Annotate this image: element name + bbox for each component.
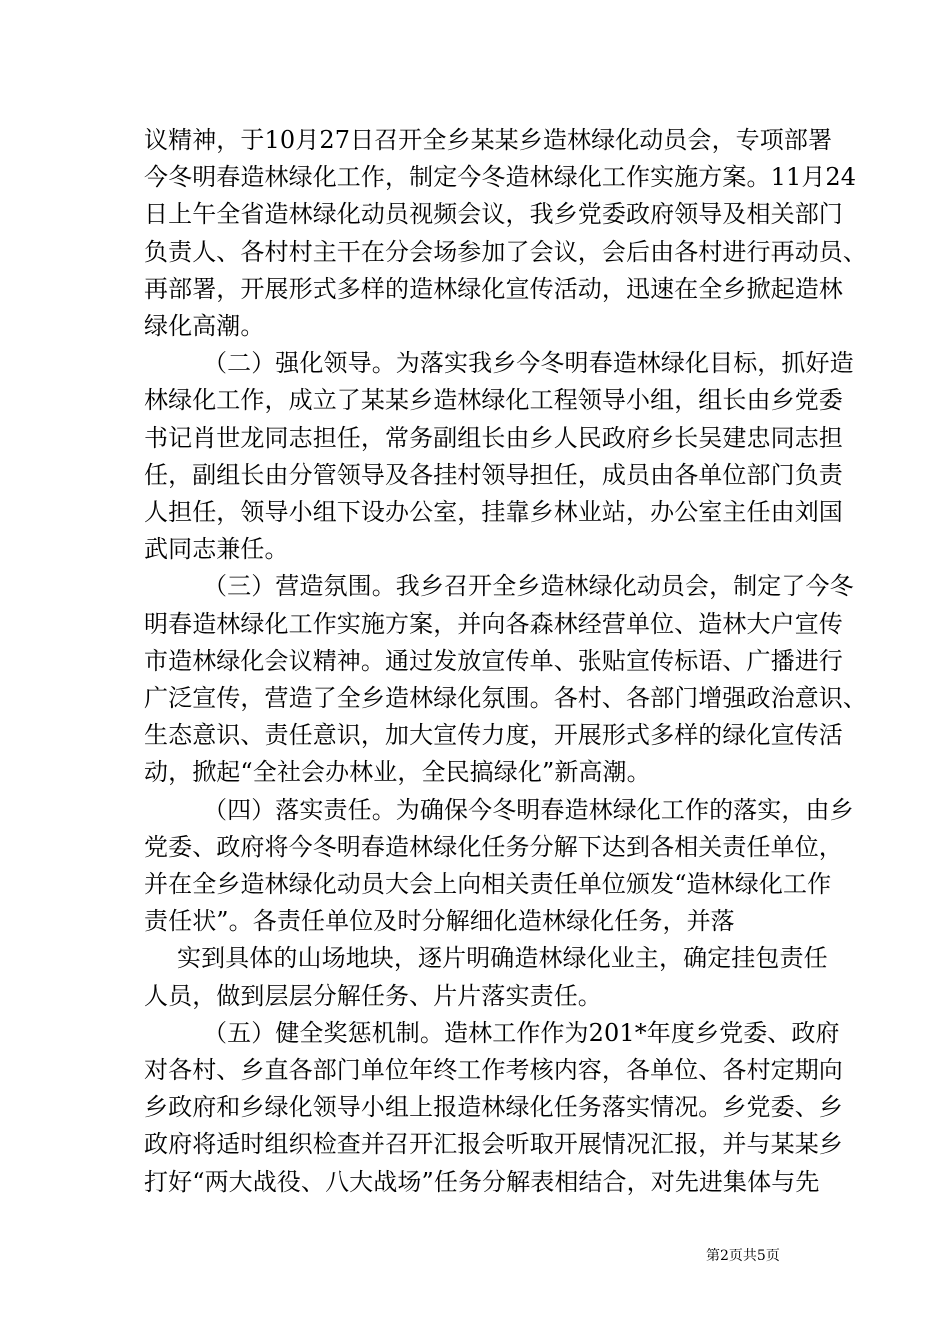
text-line-3: 日上午全省造林绿化动员视频会议，我乡党委政府领导及相关部门 xyxy=(144,200,843,228)
text-line-2: 今冬明春造林绿化工作，制定今冬造林绿化工作实施方案。11月24 xyxy=(144,163,857,191)
text-line-14: 明春造林绿化工作实施方案，并向各森林经营单位、造林大户宣传 xyxy=(144,610,843,638)
text-line-26: 对各村、乡直各部门单位年终工作考核内容，各单位、各村定期向 xyxy=(144,1056,843,1084)
text-line-8: 林绿化工作，成立了某某乡造林绿化工程领导小组，组长由乡党委 xyxy=(144,386,843,414)
text-line-9: 书记肖世龙同志担任，常务副组长由乡人民政府乡长吴建忠同志担 xyxy=(144,424,843,452)
text-line-24: 人员，做到层层分解任务、片片落实责任。 xyxy=(144,982,602,1010)
text-line-11: 人担任，领导小组下设办公室，挂靠乡林业站，办公室主任由刘国 xyxy=(144,498,843,526)
paragraph-two-start: （二）强化领导。为落实我乡今冬明春造林绿化目标，抓好造 xyxy=(203,349,854,377)
text-line-29: 打好“两大战役、八大战场”任务分解表相结合，对先进集体与先 xyxy=(144,1168,820,1196)
text-line-6: 绿化高潮。 xyxy=(144,312,265,340)
text-line-1: 议精神，于10月27日召开全乡某某乡造林绿化动员会，专项部署 xyxy=(144,126,833,154)
text-line-20: 党委、政府将今冬明春造林绿化任务分解下达到各相关责任单位， xyxy=(144,833,843,861)
text-line-18: 动，掀起“全社会办林业，全民搞绿化”新高潮。 xyxy=(144,758,651,786)
paragraph-three-start: （三）营造氛围。我乡召开全乡造林绿化动员会，制定了今冬 xyxy=(203,572,854,600)
page-number: 第2页共5页 xyxy=(706,1248,780,1264)
paragraph-five-start: （五）健全奖惩机制。造林工作作为201*年度乡党委、政府 xyxy=(203,1019,840,1047)
text-line-17: 生态意识、责任意识，加大宣传力度，开展形式多样的绿化宣传活 xyxy=(144,721,843,749)
text-line-23: 实到具体的山场地块，逐片明确造林绿化业主，确定挂包责任 xyxy=(177,944,828,972)
text-line-27: 乡政府和乡绿化领导小组上报造林绿化任务落实情况。乡党委、乡 xyxy=(144,1093,843,1121)
text-line-4: 负责人、各村村主干在分会场参加了会议，会后由各村进行再动员、 xyxy=(144,238,867,266)
text-line-5: 再部署，开展形式多样的造林绿化宣传活动，迅速在全乡掀起造林 xyxy=(144,275,843,303)
text-line-15: 市造林绿化会议精神。通过发放宣传单、张贴宣传标语、广播进行 xyxy=(144,647,843,675)
text-line-28: 政府将适时组织检查并召开汇报会听取开展情况汇报，并与某某乡 xyxy=(144,1130,843,1158)
text-line-21: 并在全乡造林绿化动员大会上向相关责任单位颁发“造林绿化工作 xyxy=(144,870,832,898)
text-line-12: 武同志兼任。 xyxy=(144,535,289,563)
paragraph-four-start: （四）落实责任。为确保今冬明春造林绿化工作的落实，由乡 xyxy=(203,796,854,824)
text-line-16: 广泛宣传，营造了全乡造林绿化氛围。各村、各部门增强政治意识、 xyxy=(144,684,867,712)
text-line-22: 责任状”。各责任单位及时分解细化造林绿化任务，并落 xyxy=(144,907,735,935)
text-line-10: 任，副组长由分管领导及各挂村领导担任，成员由各单位部门负责 xyxy=(144,461,843,489)
